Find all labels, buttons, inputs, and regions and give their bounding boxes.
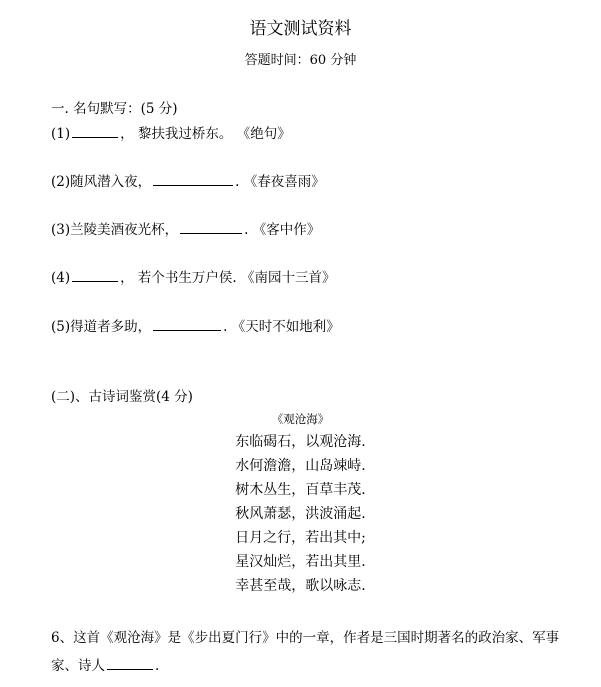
poem-line: 树木丛生，百草丰茂. (235, 482, 366, 498)
question-5 (51, 315, 340, 335)
question-2-text: . 《春夜喜雨》 (235, 174, 325, 190)
poem-line: 幸甚至哉，歌以咏志. (235, 578, 366, 594)
poem-line: 东临碣石，以观沧海. (235, 434, 366, 450)
question-3-prefix: (3)兰陵美酒夜光杯， (51, 222, 179, 238)
question-5-prefix: (5)得道者多助， (51, 319, 152, 335)
poem-line: 秋风萧瑟，洪波涌起. (235, 506, 366, 522)
poem-line: 水何澹澹，山岛竦峙. (235, 458, 366, 474)
poem-line: 日月之行，若出其中; (235, 530, 366, 546)
question-4-prefix: (4) (51, 270, 71, 286)
answer-blank-5[interactable] (153, 316, 221, 331)
answer-blank-2[interactable] (153, 171, 233, 186)
question-4-text: ， 若个书生万户侯. 《南园十三首》 (120, 270, 336, 286)
time-limit: 答题时间：60 分钟 (244, 53, 357, 68)
section1-heading: 一. 名句默写：(5 分) (51, 101, 178, 117)
poem-title: 《观沧海》 (271, 412, 330, 426)
question-1-prefix: (1) (51, 126, 71, 142)
question-4 (51, 266, 336, 286)
question-6-end: . (155, 658, 160, 674)
answer-blank-6[interactable] (107, 655, 153, 670)
section2-heading: (二)、古诗词鉴赏(4 分) (51, 389, 193, 405)
question-6-text: 6、这首《观沧海》是《步出夏门行》中的一章，作者是三国时期著名的政治家、军事家、诗人 (51, 630, 560, 674)
answer-blank-4[interactable] (72, 267, 118, 282)
question-6 (51, 624, 561, 680)
question-1-text: ， 黎扶我过桥东。 《绝句》 (120, 126, 291, 142)
question-1 (51, 122, 291, 142)
question-5-text: . 《天时不如地利》 (223, 319, 340, 335)
document-title: 语文测试资料 (249, 19, 352, 39)
poem-line: 星汉灿烂，若出其里. (235, 554, 366, 570)
question-3-text: . 《客中作》 (244, 222, 321, 238)
question-2-prefix: (2)随风潜入夜， (51, 174, 152, 190)
answer-blank-3[interactable] (180, 219, 242, 234)
question-3 (51, 218, 320, 238)
question-2 (51, 170, 325, 190)
answer-blank-1[interactable] (72, 123, 118, 138)
